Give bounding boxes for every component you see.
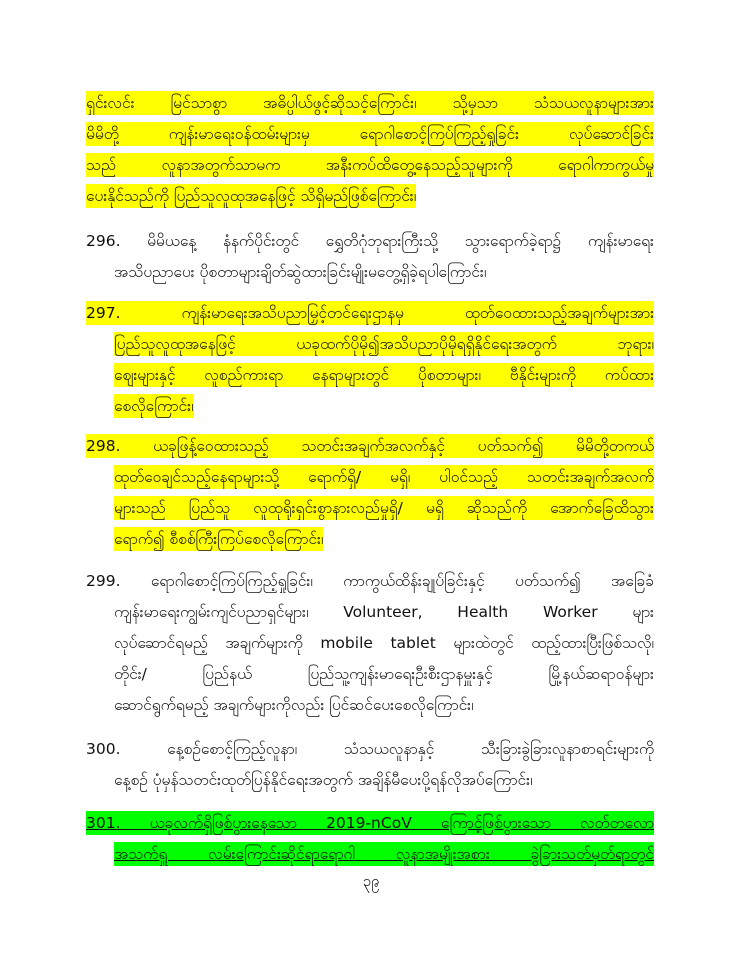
paragraph-297 [86,298,654,422]
text-line: အသိပညာပေး ပိုစတာများချိတ်ဆွဲထားခြင်းမျိုးမတွေ့ရှိခဲ့ရပါကြောင်း၊ [114,263,487,281]
text-line: ထုတ်ဝေချင်သည့်နေရာများသို့ ရောက်ရှိ/ မရှိ၊ ပါဝင်သည့် သတင်းအချက်အလက် [86,462,654,493]
paragraph-301 [86,808,654,870]
text-line: ဈေးများနှင့် လူစည်ကားရာ နေရာများတွင် ပိုစတာများ၊ ဗီနိုင်းများကို ကပ်ထား [86,360,654,391]
text-line: 298. ယခုဖြန့်ဝေထားသည့် သတင်းအချက်အလက်နှင့် ပတ်သက်၍ မိမိတို့တကယ် [86,431,654,462]
text-line: များသည် ပြည်သူ လူထုရိုးရှင်းစွာနားလည်မှုရှိ/ မရှိ ဆိုသည်ကို အောက်ခြေထိသွား [86,493,654,524]
text-line: 301. ယခုလက်ရှိဖြစ်ပွားနေသော 2019-nCoV ကြောင့်ဖြစ်ပွားသော လတ်တလော [86,808,654,839]
text-line: ပေးနိုင်သည်ကို ပြည်သူလူထုအနေဖြင့် သိရှိမည်ဖြစ်ကြောင်း၊ [86,181,654,212]
text-line: တိုင်း/ ပြည်နယ် ပြည်သူ့ကျန်းမာရေးဦးစီးဌာနမှူးနှင့် မြို့နယ်ဆရာဝန်များ [114,665,654,683]
text-line: 296. မိမိယနေ့ နံနက်ပိုင်းတွင် ရွှေတိဂုံဘုရားကြီးသို့ သွားရောက်ခဲ့ရာ၌ ကျန်းမာရေး [86,232,654,250]
text-line: အသက်ရှူ လမ်းကြောင်းဆိုင်ရာရောဂါ လူနာအမျိုးအစား ခွဲခြားသတ်မှတ်ရာတွင် [86,839,654,870]
text-line: သည် လူနာအတွက်သာမက အနီးကပ်ထိတွေ့နေသည့်သူများကို ရောဂါကာကွယ်မှု [86,150,654,181]
text-line: 300. နေ့စဉ်စောင့်ကြည့်လူနာ၊ သံသယလူနာနှင့် သီးခြားခွဲခြားလူနာစာရင်းများကို [86,740,654,758]
text-line: ဆောင်ရွက်ရမည့် အချက်များကိုလည်း ပြင်ဆင်ပေးစေလိုကြောင်း၊ [114,696,474,714]
text-line: လုပ်ဆောင်ရမည့် အချက်များကို mobile tablet များထဲတွင် ထည့်ထားပြီးဖြစ်သလို၊ [114,634,654,652]
text-line: နေ့စဉ် ပုံမှန်သတင်းထုတ်ပြန်နိုင်ရေးအတွက် အချိန်မီပေးပို့ရန်လိုအပ်ကြောင်း၊ [114,771,533,789]
paragraph-299 [86,566,654,721]
text-line: ကျန်းမာရေးကျွမ်းကျင်ပညာရှင်များ၊ Volunteer, Health Worker များ [114,603,654,621]
paragraph-continuation [86,88,654,212]
paragraph-298 [86,431,654,555]
text-line: ရောက်၍ စီစစ်ကြီးကြပ်စေလိုကြောင်း၊ [86,524,654,555]
text-line: 299. ရောဂါစောင့်ကြပ်ကြည့်ရှုခြင်း၊ ကာကွယ်ထိန်းချုပ်ခြင်းနှင့် ပတ်သက်၍ အခြေခံ [86,572,654,590]
paragraph-300 [86,734,654,796]
page-number: ၃၉ [362,872,380,890]
text-line: စေလိုကြောင်း၊ [86,391,654,422]
text-line: 297. ကျန်းမာရေးအသိပညာမြှင့်တင်ရေးဌာနမှ ထုတ်ဝေထားသည့်အချက်များအား [86,298,654,329]
text-line: ရှင်းလင်း မြင်သာစွာ အဓိပ္ပါယ်ဖွင့်ဆိုသင့်ကြောင်း၊ သို့မှသာ သံသယလူနာများအား [86,88,654,119]
paragraph-296 [86,226,654,288]
text-line: ပြည်သူလူထုအနေဖြင့် ယခုထက်ပိုမို၍အသိပညာပိုမိုရရှိနိုင်ရေးအတွက် ဘုရား၊ [86,329,654,360]
text-line: မိမိတို့ ကျန်းမာရေးဝန်ထမ်းများမှ ရောဂါစောင့်ကြပ်ကြည့်ရှုခြင်း လုပ်ဆောင်ခြင်း [86,119,654,150]
